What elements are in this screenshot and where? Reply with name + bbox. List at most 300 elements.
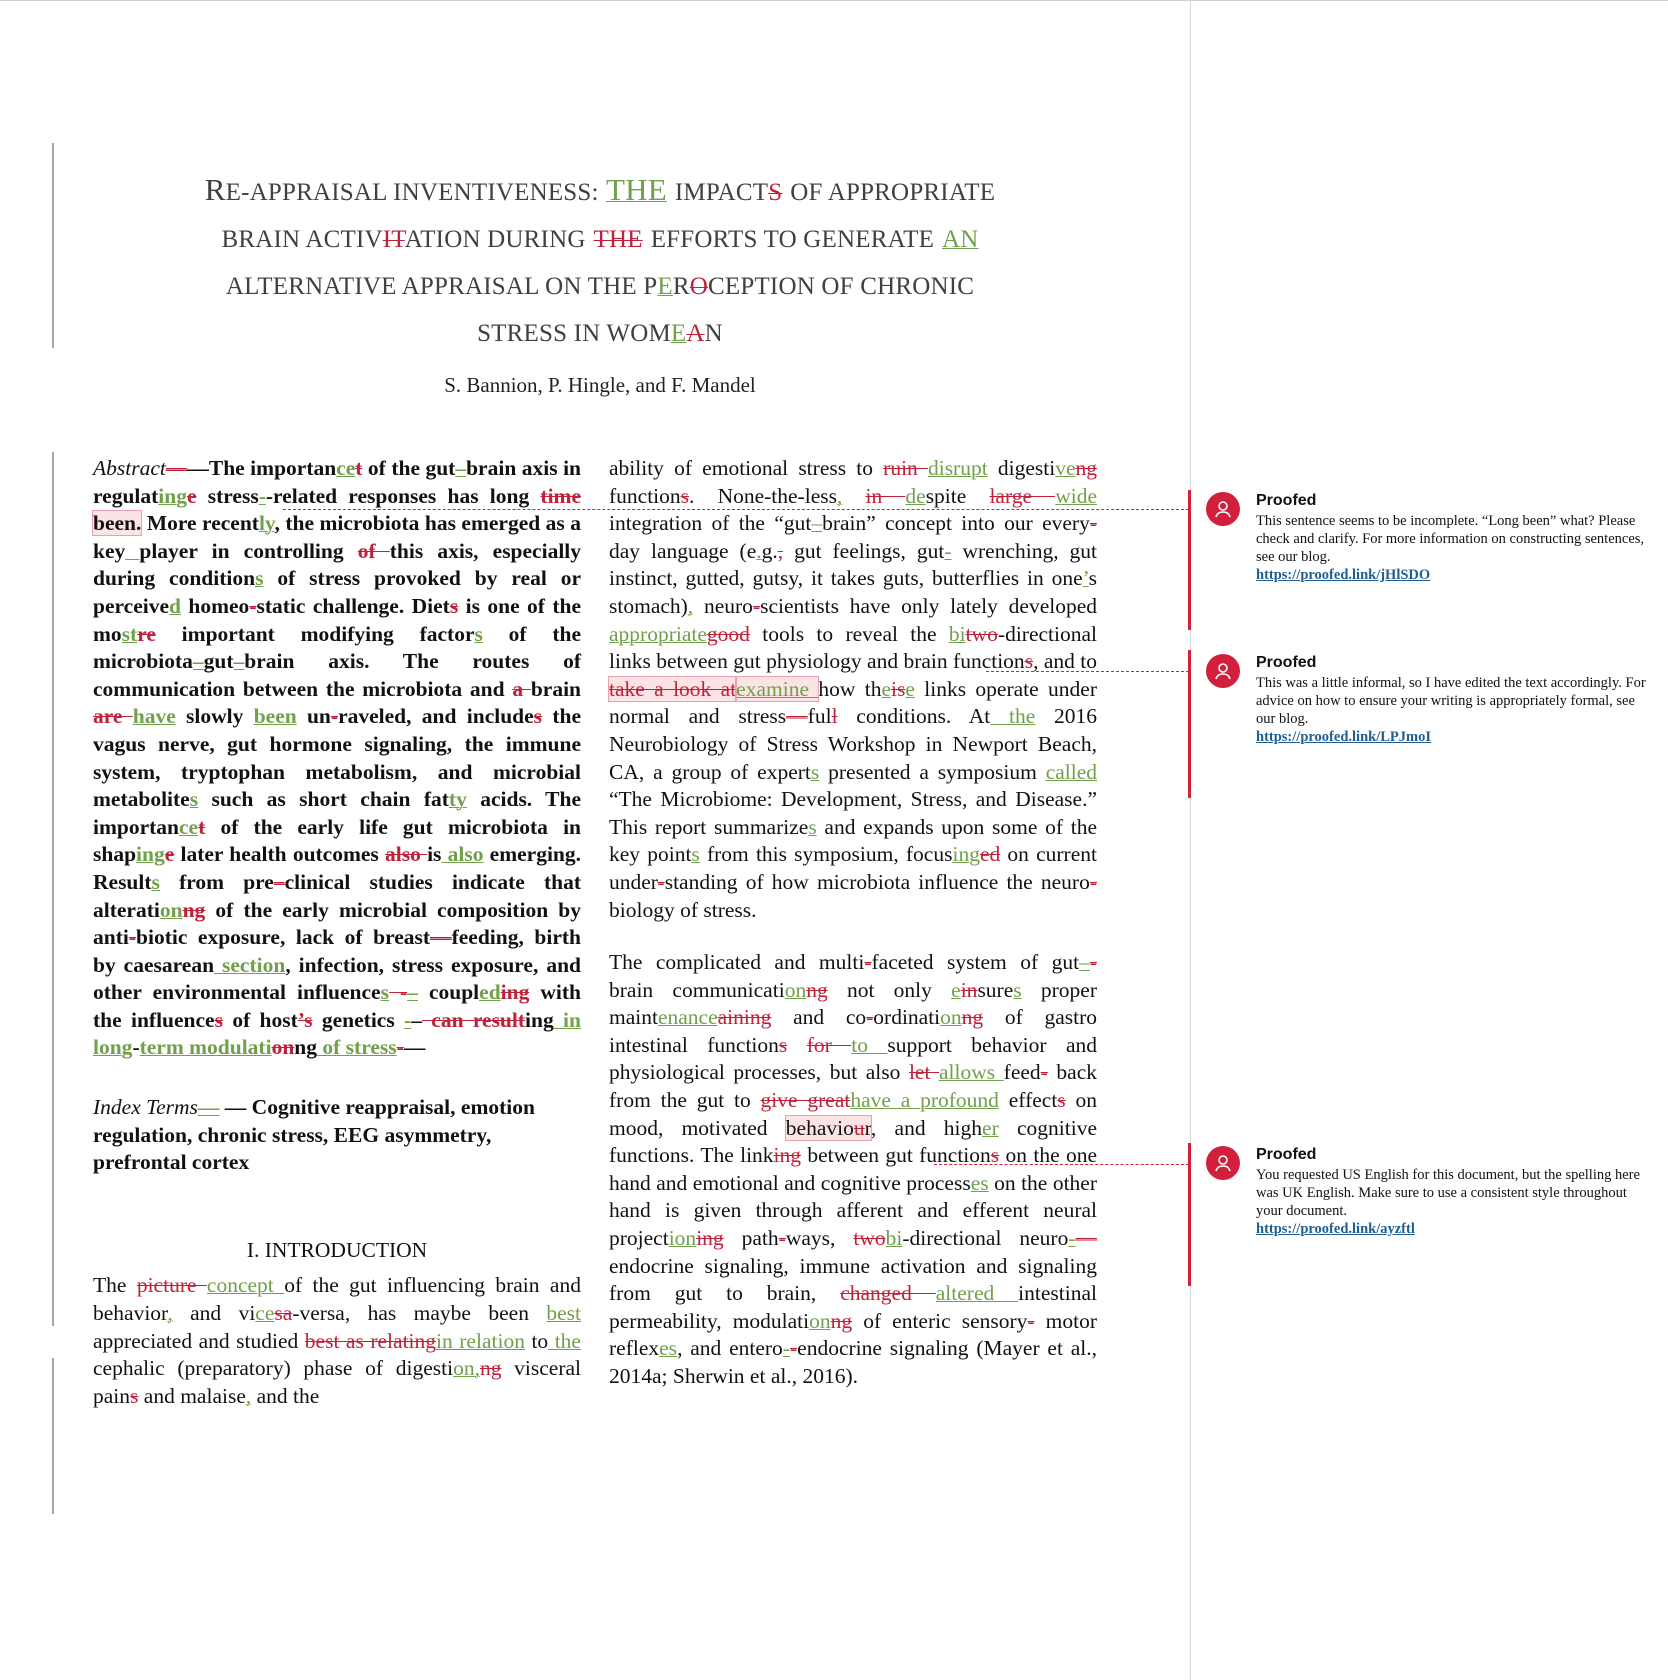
inserted-text: allows <box>938 1060 1004 1085</box>
inserted-text: s <box>474 621 483 646</box>
inserted-text: concept <box>206 1273 285 1298</box>
deleted-text: - <box>1089 869 1097 894</box>
deleted-text: - <box>388 980 408 1005</box>
inserted-text: e <box>951 977 961 1002</box>
text-run: sure <box>977 977 1014 1002</box>
text-run: STRESS IN WOM <box>477 320 671 347</box>
text-run: this axis, especially during condition <box>93 538 582 591</box>
inserted-text: have <box>132 704 176 729</box>
text-run: between gut function <box>801 1143 991 1168</box>
inserted-text: in relation <box>436 1328 525 1353</box>
introduction-paragraph-2[interactable] <box>609 949 1097 1391</box>
introduction-paragraph-1[interactable] <box>93 1272 581 1410</box>
deleted-text: sa <box>274 1301 293 1326</box>
comment-link[interactable]: https://proofed.link/ayzftl <box>1256 1221 1415 1237</box>
text-run: back from the gut to <box>609 1060 1097 1113</box>
text-run: , and high <box>870 1115 983 1140</box>
inserted-text: been <box>253 704 297 729</box>
deleted-text: — <box>1075 1226 1097 1251</box>
text-run: intestinal permeability, modulati <box>609 1281 1097 1333</box>
comment-text: You requested US English for this document, but the spelling here was UK English. Make sure to use a consistent style throughout your document. <box>1256 1167 1640 1219</box>
inserted-text: st <box>121 621 138 646</box>
inserted-text: s <box>151 869 160 894</box>
user-icon <box>1213 499 1233 519</box>
text-run: path <box>723 1226 779 1251</box>
inserted-text: term modulati <box>139 1035 272 1060</box>
text-run: of the early life gut microbiota in shap <box>93 814 581 867</box>
inserted-text: ed <box>479 980 501 1005</box>
text-run: brain <box>530 676 582 701</box>
text-run: spite <box>925 483 990 508</box>
text-run: later health outcomes <box>174 842 386 867</box>
deleted-text: in <box>960 977 978 1002</box>
inserted-text: – <box>1079 950 1090 975</box>
text-run: — <box>403 1035 426 1060</box>
inserted-text: – <box>233 649 245 674</box>
inserted-text: , <box>687 593 694 618</box>
text-run: support behavior and physiological processes, but also <box>609 1032 1097 1085</box>
text-run: of stress provoked by real or perceive <box>93 566 581 618</box>
text-run: of the microbiota <box>93 621 582 674</box>
deleted-text: best as relating <box>304 1328 437 1353</box>
deleted-text: e <box>164 842 175 867</box>
inserted-text: the <box>548 1328 581 1353</box>
deleted-text: - <box>789 1336 798 1361</box>
text-run: on mood, motivated <box>609 1088 1097 1140</box>
inserted-text: e <box>905 676 915 701</box>
deleted-text: aining <box>717 1005 772 1030</box>
text-run: such as short chain fat <box>198 787 449 812</box>
inserted-text: ty <box>448 787 467 812</box>
commented-text: take a look at <box>609 676 737 701</box>
text-run: of host <box>222 1007 298 1032</box>
inserted-text: - <box>1068 1226 1076 1251</box>
avatar <box>1206 1146 1240 1180</box>
text-run: ways, <box>785 1226 854 1251</box>
deleted-text: ng <box>1075 456 1097 480</box>
inserted-text: - <box>404 1007 412 1032</box>
text-run: faceted system of gut <box>871 950 1080 975</box>
text-run: stress <box>196 483 259 508</box>
comment-link[interactable]: https://proofed.link/jHlSDO <box>1256 567 1431 583</box>
text-run: IMPACT <box>674 179 769 206</box>
text-run: ability of emotional stress to <box>609 456 884 480</box>
inserted-text: ce <box>336 456 356 480</box>
text-run: The importan <box>208 456 337 480</box>
deleted-text: - <box>1089 511 1097 536</box>
text-run <box>842 484 865 508</box>
text-run: endocrine signaling (Mayer et al., 2014a; Sherwin et al., 2016). <box>609 1336 1097 1388</box>
text-run: of gastro intestinal function <box>609 1005 1097 1057</box>
inserted-text: de <box>905 483 926 508</box>
inserted-text: s <box>255 566 264 591</box>
text-run: R <box>672 273 690 300</box>
text-run: digesti <box>987 456 1056 480</box>
inserted-text: disrupt <box>927 456 988 480</box>
inserted-text: the <box>990 704 1036 729</box>
text-run: of the early microbial composition by anti <box>93 897 581 950</box>
deleted-text: s <box>1057 1088 1066 1113</box>
text-run: “The Microbiome: Development, Stress, and Disease.” This report summarize <box>609 787 1097 839</box>
inserted-text <box>125 539 139 563</box>
comment-margin-divider <box>1190 0 1191 1680</box>
inserted-text: d <box>169 593 181 618</box>
section-heading-introduction: I. INTRODUCTION <box>246 1237 428 1262</box>
deleted-text: give great <box>760 1088 851 1113</box>
comment-anchor-line <box>986 671 1189 672</box>
text-run: presented a symposium <box>819 759 1046 784</box>
inserted-text: es <box>659 1336 678 1361</box>
deleted-text: s <box>778 1032 788 1057</box>
text-run: with the influence <box>93 980 581 1032</box>
inserted-text: ce <box>179 814 199 839</box>
inserted-text: E <box>657 273 673 300</box>
deleted-text: - <box>657 869 665 894</box>
text-run: feed <box>1003 1060 1041 1085</box>
text-run: on the one hand and emotional and cognitive process <box>609 1143 1097 1195</box>
text-run: E-APPRAISAL INVENTIVENESS: <box>225 179 599 206</box>
text-run: ing <box>525 1007 554 1032</box>
deleted-text: l <box>831 704 838 729</box>
text-run: tools to reveal the <box>749 621 949 646</box>
deleted-text: - <box>866 1005 874 1030</box>
text-run: biology of stress. <box>609 897 757 922</box>
deleted-text: s <box>130 1383 139 1408</box>
inserted-text: on <box>809 1308 831 1333</box>
text-run: behavio <box>785 1115 854 1140</box>
deleted-text: s <box>680 483 690 508</box>
change-bar <box>52 143 54 348</box>
text-run: to <box>524 1328 549 1353</box>
deleted-text: s <box>214 1007 223 1032</box>
deleted-text: a <box>512 676 531 701</box>
text-run: function <box>609 483 681 508</box>
deleted-text: , <box>777 538 784 563</box>
deleted-text: on <box>271 1035 295 1060</box>
deleted-text: s <box>1024 649 1034 674</box>
text-run: un <box>296 704 331 729</box>
text-run: neuro <box>693 593 753 618</box>
text-run: scientists have only lately developed <box>760 593 1098 618</box>
text-run: motor reflex <box>609 1308 1097 1361</box>
text-run: , the microbiota has emerged as a key <box>93 511 581 563</box>
commented-text: been. <box>93 511 142 536</box>
deleted-text: ng <box>961 1005 984 1030</box>
inserted-text: ve <box>1055 456 1076 480</box>
inserted-text: AN <box>942 226 979 253</box>
inserted-text: – <box>407 980 418 1005</box>
inserted-text: es <box>970 1170 989 1195</box>
text-run: genetics <box>312 1007 405 1032</box>
text-run: proper maint <box>609 977 1098 1030</box>
inserted-text: e <box>881 676 892 701</box>
deleted-text: ed <box>979 842 1001 867</box>
inserted-text: – <box>455 456 467 480</box>
deleted-text: e <box>186 483 197 508</box>
inserted-text: enance <box>657 1005 718 1030</box>
text-run: brain” concept into our every <box>822 511 1090 536</box>
deleted-text: - <box>1040 1060 1048 1085</box>
text-run: feeding, birth by caesarean <box>93 925 581 977</box>
text-run: – <box>411 1007 422 1032</box>
text-run: ordinati <box>873 1005 941 1030</box>
text-run: CEPTION OF CHRONIC <box>708 273 975 300</box>
text-run: conditions. At <box>837 704 991 729</box>
text-run: is one of the mo <box>93 593 581 646</box>
index-terms[interactable]: Index Terms— — Cognitive reappraisal, emotion regulation, chronic stress, EEG asymmetry, prefrontal cortex <box>93 1095 535 1175</box>
text-run: BRAIN ACTIV <box>221 226 383 253</box>
text-run: is <box>427 842 442 867</box>
text-run: from pre <box>159 869 274 894</box>
text-run: brain axis in regulat <box>93 456 582 508</box>
comment-author: Proofed <box>1256 492 1317 509</box>
text-run: slowly <box>175 704 254 729</box>
text-run: static challenge. Diet <box>256 593 450 618</box>
inserted-text: - <box>944 538 952 563</box>
deleted-text: - <box>330 704 339 729</box>
text-run: cephalic (preparatory) phase of digesti <box>93 1356 454 1381</box>
page-top-rule <box>0 0 1668 1</box>
deleted-text: re <box>137 621 156 646</box>
text-run: -directional links between gut physiology and brain function <box>609 621 1097 674</box>
text-run: of enteric sensory <box>852 1308 1028 1333</box>
deleted-text: in <box>865 483 906 508</box>
inserted-text: — <box>197 1095 220 1120</box>
text-run: endocrine signaling, immune activation and signaling from gut to brain, <box>609 1253 1097 1306</box>
text-run: . None-the-less <box>689 483 837 508</box>
text-run: - <box>132 1035 140 1060</box>
text-run: More recent <box>141 511 259 536</box>
deleted-text: of <box>357 538 390 563</box>
text-run: ful <box>807 704 832 729</box>
deleted-text: — <box>786 704 808 729</box>
inserted-text: wide <box>1055 483 1097 508</box>
deleted-text: t <box>355 456 363 480</box>
inserted-text: ing <box>136 842 165 867</box>
change-bar <box>52 452 54 1326</box>
deleted-text: let <box>908 1060 939 1085</box>
text-run: acids. The importan <box>93 787 582 839</box>
deleted-text: is <box>891 676 906 701</box>
inserted-text: s <box>691 842 700 867</box>
deleted-text: ing <box>500 980 530 1005</box>
comment-bar <box>1188 650 1191 798</box>
text-run: standing of how microbiota influence the neuro <box>664 869 1090 894</box>
comment-card[interactable] <box>1206 1146 1654 1238</box>
deleted-text: - <box>864 950 872 975</box>
inserted-text: best <box>546 1301 581 1326</box>
inserted-text: s <box>189 787 199 812</box>
author-line: S. Bannion, P. Hingle, and F. Mandel <box>444 373 756 397</box>
text-run: OF APPROPRIATE <box>790 179 996 206</box>
text-run: and vi <box>172 1301 256 1326</box>
deleted-text: ing <box>696 1226 724 1251</box>
text-run: links operate under normal and stress <box>609 676 1098 729</box>
inserted-text: , <box>245 1383 252 1408</box>
text-run: player in controlling <box>139 538 358 563</box>
inserted-text: have a profound <box>850 1088 999 1113</box>
deleted-text: – <box>273 869 285 894</box>
deleted-text: large <box>989 483 1056 508</box>
comment-anchor-line <box>283 509 1189 510</box>
deleted-text: - <box>1089 950 1097 975</box>
introduction-paragraph-1-continued[interactable] <box>609 455 1097 924</box>
text-run: brain axis. The routes of communication between the microbiota and <box>93 649 581 701</box>
text-run: of the gut <box>362 456 456 480</box>
change-bar <box>52 1358 54 1514</box>
inserted-text: of stress <box>317 1035 397 1060</box>
deleted-text: ng <box>830 1308 853 1333</box>
inserted-text: s <box>1013 977 1022 1002</box>
deleted-text: s <box>533 704 543 729</box>
text-run: R <box>204 172 226 207</box>
comment-card[interactable] <box>1206 492 1654 584</box>
deleted-text: - <box>128 925 137 950</box>
inserted-text: examine <box>736 676 819 701</box>
inserted-text: bi <box>948 621 966 646</box>
text-run: from this symposium, focus <box>699 842 953 867</box>
inserted-text: bi <box>885 1226 903 1251</box>
comment-card[interactable] <box>1206 654 1654 746</box>
inserted-text: s <box>808 814 817 839</box>
inserted-text: also <box>441 842 484 867</box>
text-run: gut <box>203 649 234 674</box>
text-run: — <box>187 456 209 480</box>
comment-anchor-line <box>934 1164 1189 1165</box>
text-run: effect <box>998 1088 1058 1113</box>
deleted-text: O <box>689 273 708 300</box>
inserted-text: to <box>851 1032 888 1057</box>
text-run: the vagus nerve, gut hormone signaling, the immune system, tryptophan metabolism, and microbial metabolite <box>93 704 581 812</box>
inserted-text: altered <box>935 1281 1019 1306</box>
left-column <box>93 455 581 1410</box>
deleted-text: s <box>449 593 459 618</box>
inserted-text: on, <box>453 1356 480 1381</box>
inserted-text: E <box>670 320 687 347</box>
text-run: raveled, and include <box>338 704 534 729</box>
deleted-text: are <box>93 704 133 729</box>
inserted-text: on <box>784 977 807 1002</box>
deleted-text: — <box>430 925 452 950</box>
deleted-text: - <box>778 1226 786 1251</box>
text-run: -versa, has maybe been <box>292 1301 547 1326</box>
comment-bar <box>1188 490 1191 630</box>
text-run: and the <box>251 1383 320 1408</box>
abstract-paragraph[interactable]: Abstract——The importancet of the gut–brain axis in regulatinge stress--related responses has long time been. More recently, the microbiota has emerged as a key player in controlling of this axis, especially during conditions of stress provoked by real or perceived homeo-static challenge. Diets is one of the mostre important modifying factors of the microbiota–gut–brain axis. The routes of communication between the microbiota and a brain are have slowly been un-raveled, and includes the vagus nerve, gut hormone signaling, the immune system, tryptophan metabolism, and microbial metabolites such as short chain fatty acids. The importancet of the early life gut microbiota in shapinge later health outcomes also is also emerging. Results from pre–clinical studies indicate that alterationng of the early microbial composition by anti-biotic exposure, lack of breast—feeding, birth by caesarean section, infection, stress exposure, and other environmental influences -– coupleding with the influences of host’s genetics -– can resulting in long-term modulationng of stress-— <box>93 456 582 1060</box>
deleted-text: - <box>396 1035 404 1060</box>
inserted-text: , <box>167 1301 173 1326</box>
comment-link[interactable]: https://proofed.link/LPJmoI <box>1256 729 1431 745</box>
deleted-text: A <box>686 320 705 347</box>
text-run: brain communicati <box>609 977 785 1002</box>
right-column <box>609 455 1097 1391</box>
comment-author: Proofed <box>1256 654 1317 671</box>
inserted-text: , <box>836 483 843 508</box>
text-run: important modifying factor <box>155 621 475 646</box>
deleted-text: can result <box>421 1007 526 1032</box>
avatar <box>1206 654 1240 688</box>
text-run: r <box>864 1115 871 1140</box>
deleted-text: changed <box>840 1281 936 1306</box>
text-run: emerging. Result <box>93 842 582 894</box>
deleted-text: - <box>1027 1308 1035 1333</box>
deleted-text: ing <box>773 1143 802 1168</box>
inserted-text: THE <box>606 172 667 207</box>
text-run: clinical studies indicate that alterati <box>93 869 581 922</box>
text-run: , and to <box>1033 649 1097 674</box>
text-run: N <box>704 320 723 347</box>
deleted-text: ’s <box>297 1007 313 1032</box>
deleted-text: ng <box>479 1356 502 1381</box>
text-run: , infection, stress exposure, and other environmental influence <box>93 952 581 1005</box>
inserted-text: ing <box>158 483 187 508</box>
text-run: gut feelings, gut <box>783 538 945 563</box>
deleted-text: two <box>853 1226 886 1251</box>
inserted-text: ce <box>255 1301 275 1326</box>
text-run: 2016 Neurobiology of Stress Workshop in Newport Beach, CA, a group of expert <box>609 704 1097 784</box>
inserted-text: on <box>940 1005 962 1030</box>
text-run: EFFORTS TO GENERATE <box>650 226 935 253</box>
inserted-text: called <box>1045 759 1098 784</box>
deleted-text: for <box>806 1032 852 1057</box>
deleted-text: time <box>540 483 581 508</box>
comment-text: This was a little informal, so I have edited the text accordingly. For advice on how to ensure your writing is appropriately formal, see our blog. <box>1256 675 1646 727</box>
text-run: and malaise <box>138 1383 246 1408</box>
text-run: and co <box>771 1005 867 1030</box>
deleted-text: — <box>165 456 188 480</box>
inserted-text: s <box>380 980 389 1005</box>
text-run: biotic exposure, lack of breast <box>136 925 431 950</box>
text-run: — Cognitive reappraisal, emotion regulation, chronic stress, EEG asymmetry, prefrontal cortex <box>93 1095 535 1175</box>
text-run: ATION DURING <box>404 226 586 253</box>
inserted-text: section <box>214 952 286 977</box>
inserted-text: on <box>159 897 183 922</box>
inserted-text: ion <box>668 1226 697 1251</box>
text-run: integration of the “gut <box>609 511 812 536</box>
inserted-text: s <box>810 759 820 784</box>
text-run: s stomach) <box>609 566 1097 618</box>
deleted-text: ruin <box>883 456 928 480</box>
text-run: -related responses has long <box>265 483 541 508</box>
deleted-text: THE <box>593 226 643 253</box>
inserted-text: er <box>982 1115 999 1140</box>
text-run: ng <box>294 1035 318 1060</box>
text-run: of the gut influencing brain and behavior <box>93 1273 581 1326</box>
comment-text: This sentence seems to be incomplete. “Long been” what? Please check and clarify. For more information on constructing sentences, see our blog. <box>1256 513 1645 565</box>
text-run: homeo <box>180 593 250 618</box>
text-run: on the other hand is given through afferent and efferent neural project <box>609 1170 1098 1251</box>
inserted-text: ’ <box>1082 566 1089 591</box>
comment-bar <box>1188 1143 1191 1286</box>
text-run: on current under <box>609 842 1097 894</box>
text-run: not only <box>827 977 952 1002</box>
deleted-text: IT <box>382 226 405 253</box>
user-icon <box>1213 1153 1233 1173</box>
inserted-text: appropriate <box>609 621 707 646</box>
text-run: g. <box>761 538 778 563</box>
text-run: The <box>93 1273 137 1298</box>
inserted-text: – <box>811 511 823 536</box>
text-run: -directional neuro <box>902 1226 1069 1251</box>
deleted-text: S <box>768 179 783 206</box>
deleted-text: - <box>249 593 257 618</box>
inserted-text: - <box>782 1336 790 1361</box>
deleted-text: u <box>853 1115 865 1140</box>
text-run: cognitive functions. The link <box>609 1115 1097 1168</box>
deleted-text: picture <box>136 1273 207 1298</box>
user-icon <box>1213 661 1233 681</box>
deleted-text: - <box>752 593 761 618</box>
